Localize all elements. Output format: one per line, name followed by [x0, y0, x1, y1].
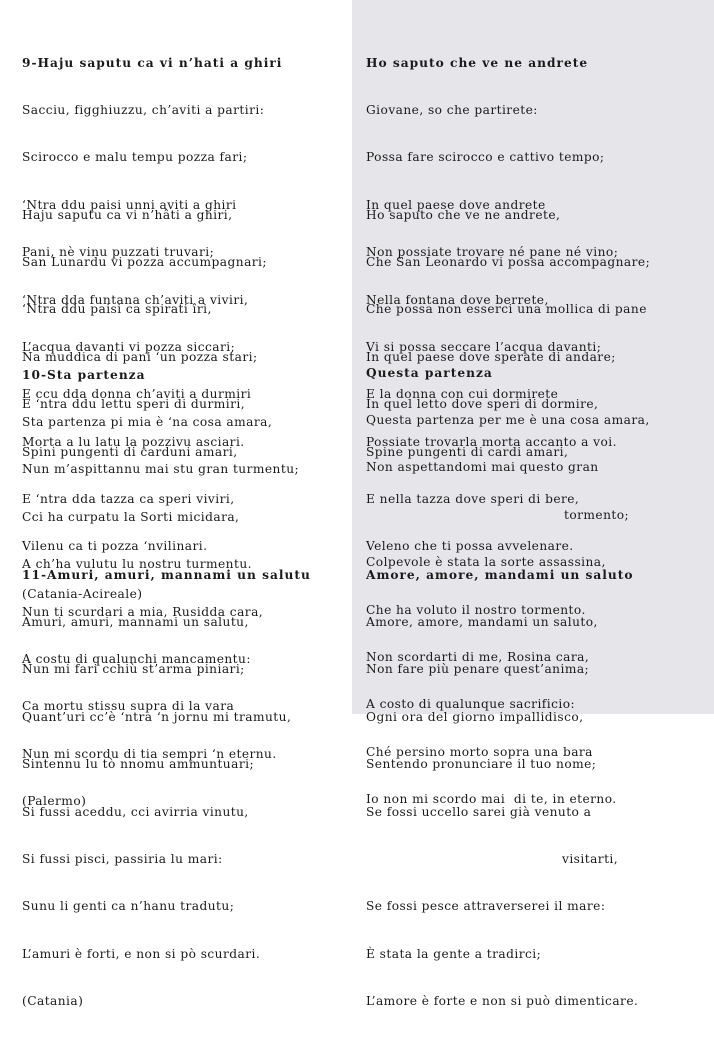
verse-line: Scirocco e malu tempu pozza fari;: [22, 150, 248, 165]
verse-line: Amore, amore, mandami un saluto,: [366, 614, 598, 629]
poem-title: Amore, amore, mandami un saluto: [366, 567, 634, 582]
verse-line: Non possiate trovare né pane né vino;: [366, 245, 619, 260]
verse-line: Na muddica di pani ‘un pozza stari;: [22, 349, 258, 364]
verse-line: E la donna con cui dormirete: [366, 387, 559, 402]
verse-line: L’amore è forte e non si può dimenticare.: [366, 994, 639, 1009]
poem-origin: (Catania-Acireale): [22, 586, 143, 601]
verse-line: Se fossi pesce attraverserei il mare:: [366, 899, 606, 914]
verse-line: Non aspettandomi mai questo gran: [366, 460, 599, 475]
verse-line: Sunu li genti ca n’hanu tradutu;: [22, 899, 235, 914]
verse-line: Nun mi scordu di tia sempri ‘n eternu.: [22, 746, 277, 761]
verse-line: E ccu dda donna ch’aviti a durmiri: [22, 387, 252, 402]
verse-line: Ho saputo che ve ne andrete,: [366, 207, 561, 222]
verse-line: A costu di qualunchi mancamentu:: [22, 651, 251, 666]
verse-line: Sentendo pronunciare il tuo nome;: [366, 757, 597, 772]
verse-line: Sintennu lu tò nnomu ammuntuari;: [22, 757, 254, 772]
verse-line: Morta a lu latu la pozzivu asciari.: [22, 434, 245, 449]
verse-line: ‘Ntra ddu paisi unni aviti a ghiri: [22, 197, 237, 212]
verse-line: Ca mortu stissu supra di la vara: [22, 699, 235, 714]
verse-line: Vi si possa seccare l’acqua davanti;: [366, 339, 602, 354]
verse-line: E nella tazza dove speri di bere,: [366, 491, 580, 506]
verse-line: Pani, nè vinu puzzati truvari;: [22, 245, 215, 260]
verse-line: E ‘ntra ddu lettu speri di durmiri,: [22, 397, 246, 412]
verse-line: Che San Leonardo vi possa accompagnare;: [366, 254, 651, 269]
poem-title: Questa partenza: [366, 365, 493, 380]
verse-line: Sacciu, figghiuzzu, ch’aviti a partiri:: [22, 102, 265, 117]
verse-line: Non scordarti di me, Rosina cara,: [366, 649, 590, 664]
verse-line: Nun ti scurdari a mia, Rusidda cara,: [22, 604, 264, 619]
verse-line: ‘Ntra dda funtana ch’aviti a viviri,: [22, 292, 249, 307]
verse-line: L’acqua davanti vi pozza siccari;: [22, 339, 236, 354]
verse-line: Nun mi fari cchiù st’arma piniari;: [22, 662, 245, 677]
verse-line: Nun m’aspittannu mai stu gran turmentu;: [22, 462, 300, 477]
verse-line: Se fossi uccello sarei già venuto a: [366, 804, 592, 819]
verse-line: Che ha voluto il nostro tormento.: [366, 602, 586, 617]
verse-line: Vilenu ca ti pozza ‘nvilinari.: [22, 539, 208, 554]
verse-line: Io non mi scordo mai di te, in eterno.: [366, 792, 617, 807]
verse-line: San Lunardu vi pozza accumpagnari;: [22, 254, 267, 269]
poem-title: 10-Sta partenza: [22, 367, 146, 382]
poem-11-italian: [366, 536, 638, 1042]
verse-line: Haju saputu ca vi n’hâti a ghiri,: [22, 207, 233, 222]
verse-line: L’amuri è forti, e non si pò scurdari.: [22, 946, 261, 961]
verse-line: Nella fontana dove berrete,: [366, 292, 549, 307]
verse-line: Si fussi pisci, passiria lu mari:: [22, 851, 223, 866]
verse-line: In quel paese dove sperate di andare;: [366, 349, 616, 364]
verse-line: È stata la gente a tradirci;: [366, 946, 542, 961]
verse-line: Ché persino morto sopra una bara: [366, 744, 593, 759]
poem-11-sicilian: [22, 536, 311, 1042]
verse-line: A costo di qualunque sacrificio:: [366, 697, 576, 712]
sicilian-column: [22, 24, 372, 1009]
verse-line: Che possa non esserci una mollica di pane: [366, 302, 647, 317]
verse-line: Spine pungenti di cardi amari,: [366, 444, 569, 459]
verse-line: Ogni ora del giorno impallidisco,: [366, 709, 584, 724]
poem-origin: (Catania): [22, 994, 84, 1009]
poem-title: Ho saputo che ve ne andrete: [366, 55, 589, 70]
verse-line: Spini pungenti di carduni amari,: [22, 444, 238, 459]
verse-line: A ch’ha vulutu lu nostru turmentu.: [22, 557, 252, 572]
verse-line: Questa partenza per me è una cosa amara,: [366, 412, 650, 427]
verse-line: Si fussi aceddu, cci avirria vinutu,: [22, 804, 249, 819]
poem-title: 11-Amuri, amuri, mannami un salutu: [22, 567, 311, 582]
verse-line: ‘Ntra ddu paisi ca spirati îri,: [22, 302, 212, 317]
verse-line: Cci ha curpatu la Sorti micidara,: [22, 509, 240, 524]
poem-title: 9-Haju saputu ca vi n’hati a ghiri: [22, 55, 283, 70]
verse-line: Possiate trovarla morta accanto a voi.: [366, 434, 617, 449]
verse-line: Veleno che ti possa avvelenare.: [366, 539, 574, 554]
verse-line: Colpevole è stata la sorte assassina,: [366, 555, 606, 570]
italian-column: [366, 24, 714, 1009]
verse-line: Non fare più penare quest’anima;: [366, 662, 590, 677]
verse-line: Quant’uri cc’è ‘ntra ‘n jornu mi tramutu,: [22, 709, 292, 724]
verse-line: E ‘ntra dda tazza ca speri viviri,: [22, 491, 235, 506]
verse-line-continuation: tormento;: [564, 507, 630, 522]
verse-line-continuation: visitarti,: [562, 851, 619, 866]
verse-line: In quel paese dove andrete: [366, 197, 546, 212]
verse-line: Amuri, amuri, mannami un salutu,: [22, 614, 249, 629]
poem-origin: (Palermo): [22, 794, 87, 809]
verse-line: Sta partenza pi mia è ‘na cosa amara,: [22, 414, 273, 429]
verse-line: Possa fare scirocco e cattivo tempo;: [366, 150, 605, 165]
verse-line: Giovane, so che partirete:: [366, 102, 538, 117]
verse-line: In quel letto dove speri di dormire,: [366, 397, 599, 412]
